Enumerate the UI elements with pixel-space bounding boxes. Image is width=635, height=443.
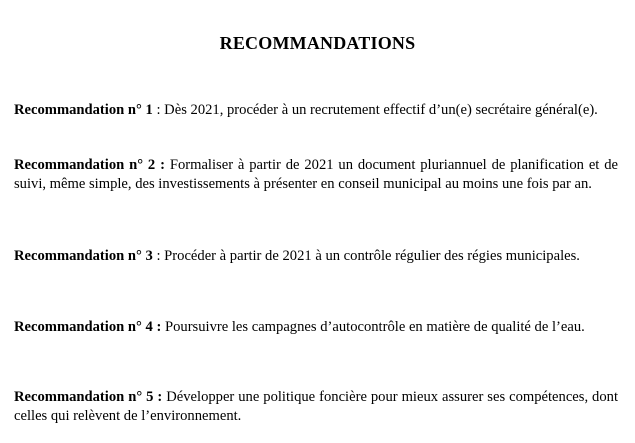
recommendation-2-text: Formaliser à partir de 2021 un document pluriannuel de planification et de suivi, même simple, des investissements à présenter en conseil municipal au moins une fois par an. [14, 157, 618, 192]
recommendation-3-separator: : [152, 248, 165, 264]
recommendation-1 [14, 101, 618, 120]
recommendation-4-label: Recommandation n° 4 : [14, 319, 162, 335]
recommendation-1-label: Recommandation n° 1 [14, 102, 153, 118]
recommendation-3-label: Recommandation n° 3 [14, 248, 153, 264]
recommendation-5 [14, 388, 618, 426]
recommendation-1-text: Dès 2021, procéder à un recrutement effectif d’un(e) secrétaire général(e). [164, 102, 598, 118]
recommendation-1-separator: : [152, 102, 165, 118]
page-title: RECOMMANDATIONS [219, 33, 416, 53]
recommendation-2 [14, 156, 618, 194]
recommendation-4-text: Poursuivre les campagnes d’autocontrôle en matière de qualité de l’eau. [164, 319, 585, 335]
recommendation-3-text: Procéder à partir de 2021 à un contrôle régulier des régies municipales. [164, 248, 580, 264]
recommendation-3 [14, 247, 618, 266]
recommendation-4 [14, 318, 618, 337]
recommendation-5-text: Développer une politique foncière pour mieux assurer ses compétences, dont celles qui relèvent de l’environnement. [14, 389, 619, 424]
recommendation-2-label: Recommandation n° 2 : [14, 157, 165, 173]
recommendation-5-label: Recommandation n° 5 : [14, 389, 163, 405]
